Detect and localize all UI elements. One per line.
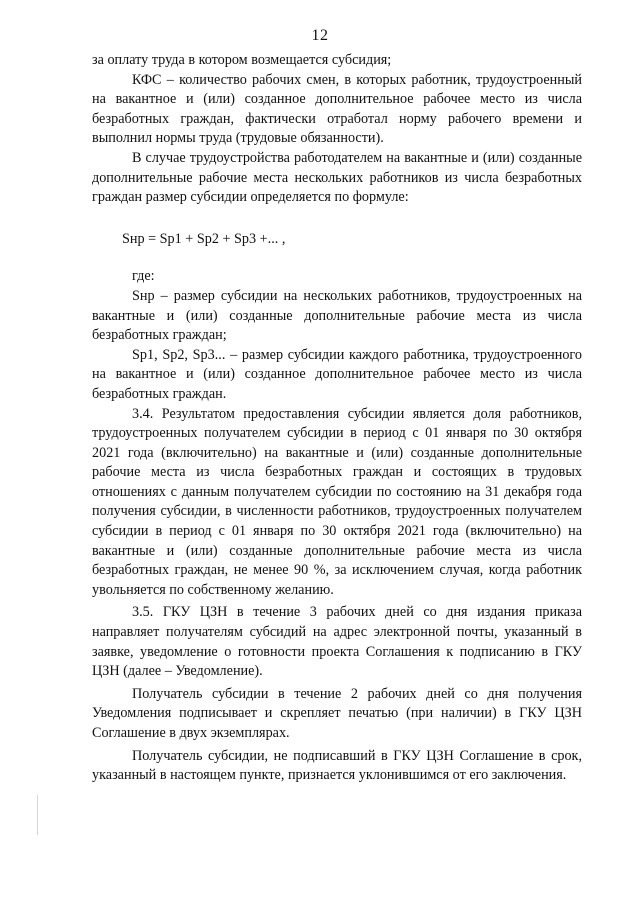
scan-margin-mark xyxy=(37,795,38,835)
formula: Sнр = Sp1 + Sp2 + Sp3 +... , xyxy=(122,230,286,247)
paragraph-kfs-definition: КФС – количество рабочих смен, в которых работник, трудоустроенный на вакантное и (или) созданное дополнительное рабочее место из числа безработных граждан, фактически отработал норму рабочего времени и выполнил нормы труда (трудовые обязанности). xyxy=(92,71,582,147)
paragraph-3-5: 3.5. ГКУ ЦЗН в течение 3 рабочих дней со дня издания приказа направляет получателям субсидий на адрес электронной почты, указанный в заявке, уведомление о готовности проекта Соглашения к подписанию в ГКУ ЦЗН (далее – Уведомление). xyxy=(92,604,582,680)
where-label: где: xyxy=(132,268,155,285)
paragraph-signing: Получатель субсидии в течение 2 рабочих дней со дня получения Уведомления подписывает и скрепляет печатью (при наличии) в ГКУ ЦЗН Соглашение в двух экземплярах. xyxy=(92,685,582,741)
page-number: 12 xyxy=(311,27,329,44)
paragraph-refusal: Получатель субсидии, не подписавший в ГКУ ЦЗН Соглашение в срок, указанный в настоящем пункте, признается уклонившимся от его заключения. xyxy=(92,747,582,784)
paragraph-snr-definition: Sнр – размер субсидии на нескольких работников, трудоустроенных на вакантные и (или) созданные дополнительные рабочие места из числа безработных граждан; xyxy=(92,287,582,344)
paragraph-sp-definition: Sp1, Sp2, Sp3... – размер субсидии каждого работника, трудоустроенного на вакантное и (или) созданное дополнительное рабочее место из числа безработных граждан. xyxy=(92,346,582,402)
paragraph-multiple-workers: В случае трудоустройства работодателем на вакантные и (или) созданные дополнительные рабочие места нескольких работников из числа безработных граждан размер субсидии определяется по формуле: xyxy=(92,149,582,206)
paragraph-3-4: 3.4. Результатом предоставления субсидии является доля работников, трудоустроенных получателем субсидии в период с 01 января по 30 октября 2021 года (включительно) на вакантные и (или) созданные дополнительные рабочие места из числа безработных граждан и состоящих в трудовых отношениях с данным получателем субсидии по состоянию на 31 декабря года получения субсидии, в численности работников, трудоустроенных получателем субсидии в период с 01 января по 30 октября 2021 года (включительно) на вакантные и (или) созданные дополнительные рабочие места из числа безработных граждан, не менее 90 %, за исключением случая, когда работник увольняется по собственному желанию. xyxy=(92,405,582,598)
document-body xyxy=(92,51,582,786)
paragraph-continuation: за оплату труда в котором возмещается субсидия; xyxy=(92,52,392,68)
